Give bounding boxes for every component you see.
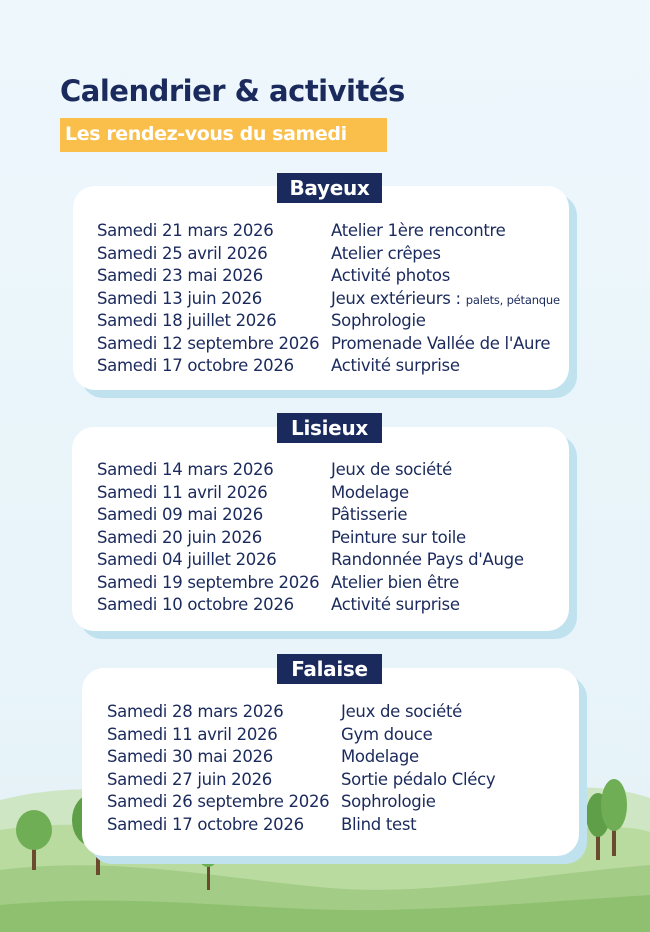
event-activity: Atelier 1ère rencontre (331, 221, 506, 240)
event-date: Samedi 17 octobre 2026 (97, 356, 294, 375)
event-activity: Jeux de société (341, 702, 462, 721)
city-label: Falaise (277, 654, 382, 684)
event-date: Samedi 27 juin 2026 (107, 769, 272, 789)
event-date: Samedi 13 juin 2026 (97, 288, 262, 308)
event-activity: Blind test (341, 814, 417, 834)
event-date: Samedi 28 mars 2026 (107, 702, 284, 721)
event-activity: Peinture sur toile (331, 527, 466, 547)
event-activity (331, 288, 560, 311)
city-label: Lisieux (277, 413, 382, 443)
event-activity: Pâtisserie (331, 505, 408, 524)
event-date: Samedi 25 avril 2026 (97, 243, 268, 263)
event-date: Samedi 20 juin 2026 (97, 527, 262, 547)
event-activity: Sortie pédalo Clécy (341, 769, 496, 789)
event-date: Samedi 30 mai 2026 (107, 747, 273, 766)
event-date: Samedi 19 septembre 2026 (97, 572, 320, 592)
event-date: Samedi 18 juillet 2026 (97, 311, 277, 330)
page-title: Calendrier & activités (60, 74, 405, 108)
page-subtitle: Les rendez-vous du samedi (60, 118, 387, 152)
event-activity: Modelage (341, 747, 419, 766)
event-date: Samedi 17 octobre 2026 (107, 814, 304, 834)
event-activity: Jeux de société (331, 460, 452, 479)
event-activity: Gym douce (341, 724, 433, 744)
event-date: Samedi 04 juillet 2026 (97, 550, 277, 569)
event-activity: Atelier crêpes (331, 243, 441, 263)
event-activity: Activité photos (331, 266, 451, 285)
event-date: Samedi 10 octobre 2026 (97, 595, 294, 614)
event-date: Samedi 11 avril 2026 (97, 482, 268, 502)
event-date: Samedi 12 septembre 2026 (97, 333, 320, 353)
event-activity: Promenade Vallée de l'Aure (331, 333, 551, 353)
event-activity: Activité surprise (331, 595, 460, 614)
event-date: Samedi 26 septembre 2026 (107, 792, 330, 811)
event-activity-note: palets, pétanque (465, 292, 560, 307)
event-date: Samedi 14 mars 2026 (97, 460, 274, 479)
event-activity-main: Jeux extérieurs : (331, 288, 461, 308)
event-date: Samedi 11 avril 2026 (107, 724, 278, 744)
event-date: Samedi 09 mai 2026 (97, 505, 263, 524)
event-activity: Modelage (331, 482, 409, 502)
event-activity: Sophrologie (341, 792, 436, 811)
event-date: Samedi 23 mai 2026 (97, 266, 263, 285)
event-activity: Randonnée Pays d'Auge (331, 550, 524, 569)
event-date: Samedi 21 mars 2026 (97, 221, 274, 240)
event-activity: Atelier bien être (331, 572, 459, 592)
event-activity: Sophrologie (331, 311, 426, 330)
city-label: Bayeux (277, 173, 382, 203)
event-activity: Activité surprise (331, 356, 460, 375)
